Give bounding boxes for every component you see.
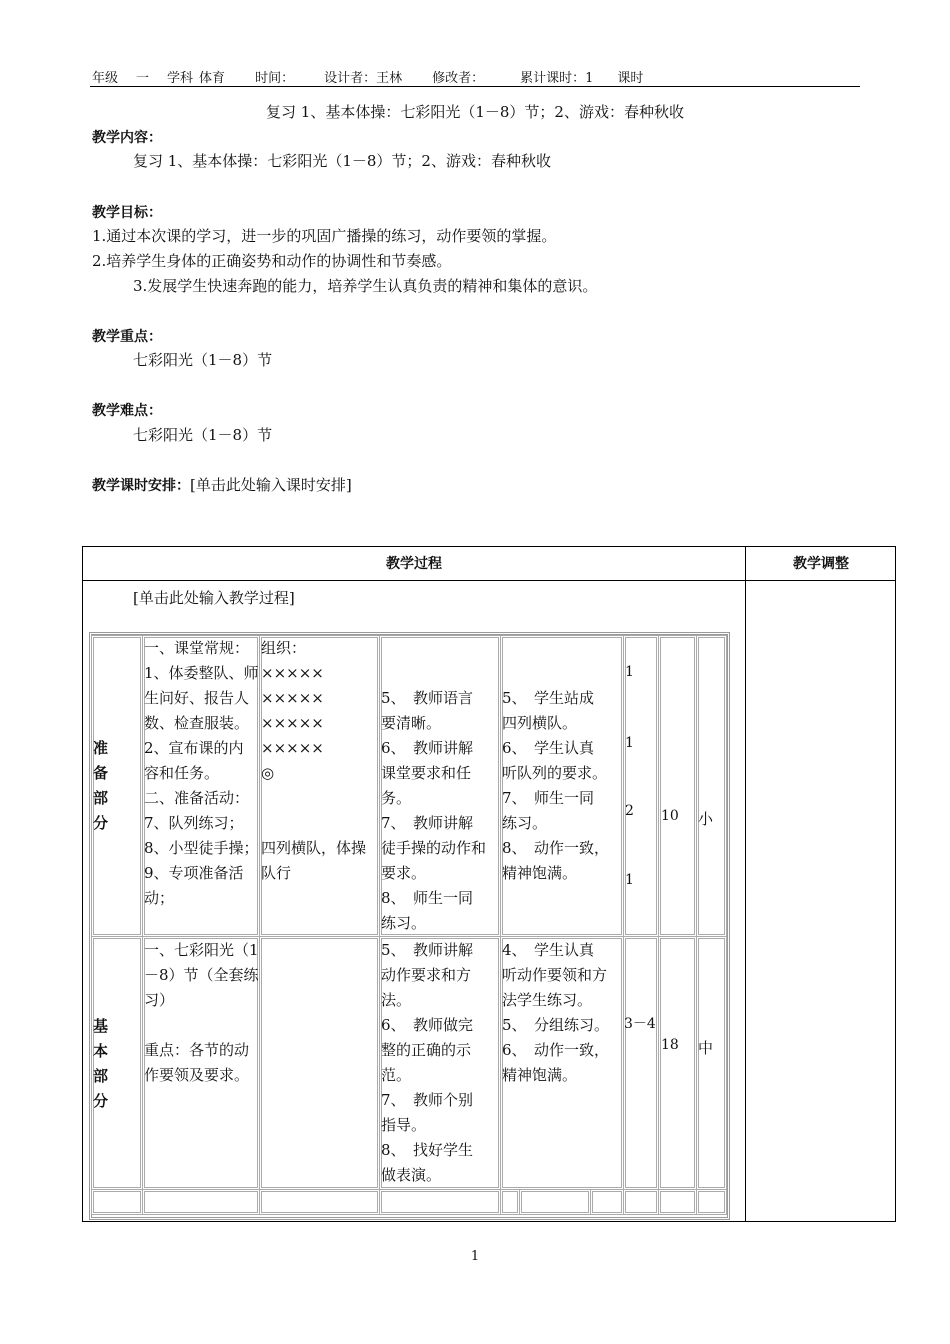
- page-number: 1: [470, 1249, 480, 1264]
- grade-label: 年级: [92, 71, 119, 86]
- doc-header: [92, 67, 643, 86]
- subject-label: 学科: [167, 71, 194, 86]
- prep-organization: 组织： ××××× ××××× ××××× ××××× ◎ 四列横队，体操 队行: [261, 639, 367, 882]
- schedule-row: [92, 474, 352, 495]
- basic-teacher: 5、 教师讲解 动作要求和方 法。 6、 教师做完 整的正确的示 范。 7、 教师个别 指导。 8、 找好学生 做表演。: [381, 941, 474, 1184]
- editor-label: 修改者：: [432, 71, 485, 86]
- hours-unit: 课时: [617, 71, 644, 86]
- subject-value: 体育: [199, 71, 226, 86]
- adjust-header: 教学调整: [793, 556, 849, 572]
- time-label: 时间：: [255, 71, 295, 86]
- basic-content: 一、七彩阳光（1 －8）节（全套练 习） 重点：各节的动 作要领及要求。: [144, 941, 259, 1084]
- basic-intensity: 中: [698, 1039, 714, 1057]
- prep-times-1: 1: [625, 664, 634, 680]
- designer-value: 王林: [376, 71, 403, 86]
- prep-minutes: 10: [661, 808, 679, 824]
- prep-content: 一、课堂常规： 1、体委整队、师 生问好、报告人 数、检查服装。 2、宣布课的内 容和任务。 二、准备活动： 7、队列练习； 8、小型徒手操； 9、专项准备活 动；: [144, 639, 259, 907]
- grade-value: 一: [136, 71, 150, 86]
- content-heading: 教学内容：: [92, 130, 162, 146]
- lesson-title: 复习 1、基本体操：七彩阳光（1－8）节；2、游戏：春种秋收: [266, 103, 684, 121]
- prep-times-2: 1: [625, 735, 634, 751]
- goal-item-2: 2.培养学生身体的正确姿势和动作的协调性和节奏感。: [92, 252, 452, 270]
- basic-minutes: 18: [661, 1037, 679, 1053]
- basic-times: 3－4: [624, 1016, 656, 1032]
- schedule-heading: 教学课时安排：: [92, 478, 190, 494]
- prep-times-3: 2: [625, 803, 634, 819]
- total-hours-label: 累计课时：1: [520, 71, 594, 86]
- difficulty-heading: 教学难点：: [92, 403, 162, 419]
- basic-section-label: 基 本 部 分: [93, 1017, 109, 1110]
- prep-intensity: 小: [698, 810, 714, 828]
- prep-section-label: 准 备 部 分: [93, 739, 109, 832]
- goals-heading: 教学目标：: [92, 205, 162, 221]
- basic-student: 4、 学生认真 听动作要领和方 法学生练习。 5、 分组练习。 6、 动作一致， 精神饱满。: [502, 941, 610, 1084]
- prep-times-4: 1: [625, 872, 634, 888]
- schedule-placeholder[interactable]: [单击此处输入课时安排]: [190, 476, 352, 494]
- goal-item-3: 3.发展学生快速奔跑的能力，培养学生认真负责的精神和集体的意识。: [133, 277, 598, 295]
- process-header: 教学过程: [386, 556, 442, 572]
- process-placeholder[interactable]: [单击此处输入教学过程]: [133, 589, 295, 607]
- designer-label: 设计者：: [324, 71, 377, 86]
- key-text: 七彩阳光（1－8）节: [133, 351, 273, 369]
- prep-teacher: 5、 教师语言 要清晰。 6、 教师讲解 课堂要求和任 务。 7、 教师讲解 徒手操的动作和 要求。 8、 师生一同 练习。: [381, 689, 487, 932]
- prep-student: 5、 学生站成 四列横队。 6、 学生认真 听队列的要求。 7、 师生一同 练习。 8、 动作一致， 精神饱满。: [502, 689, 610, 882]
- goal-item-1: 1.通过本次课的学习，进一步的巩固广播操的练习，动作要领的掌握。: [92, 227, 557, 245]
- key-heading: 教学重点：: [92, 329, 162, 345]
- content-text: 复习 1、基本体操：七彩阳光（1－8）节；2、游戏：春种秋收: [133, 152, 551, 170]
- difficulty-text: 七彩阳光（1－8）节: [133, 426, 273, 444]
- header-rule: [90, 86, 860, 87]
